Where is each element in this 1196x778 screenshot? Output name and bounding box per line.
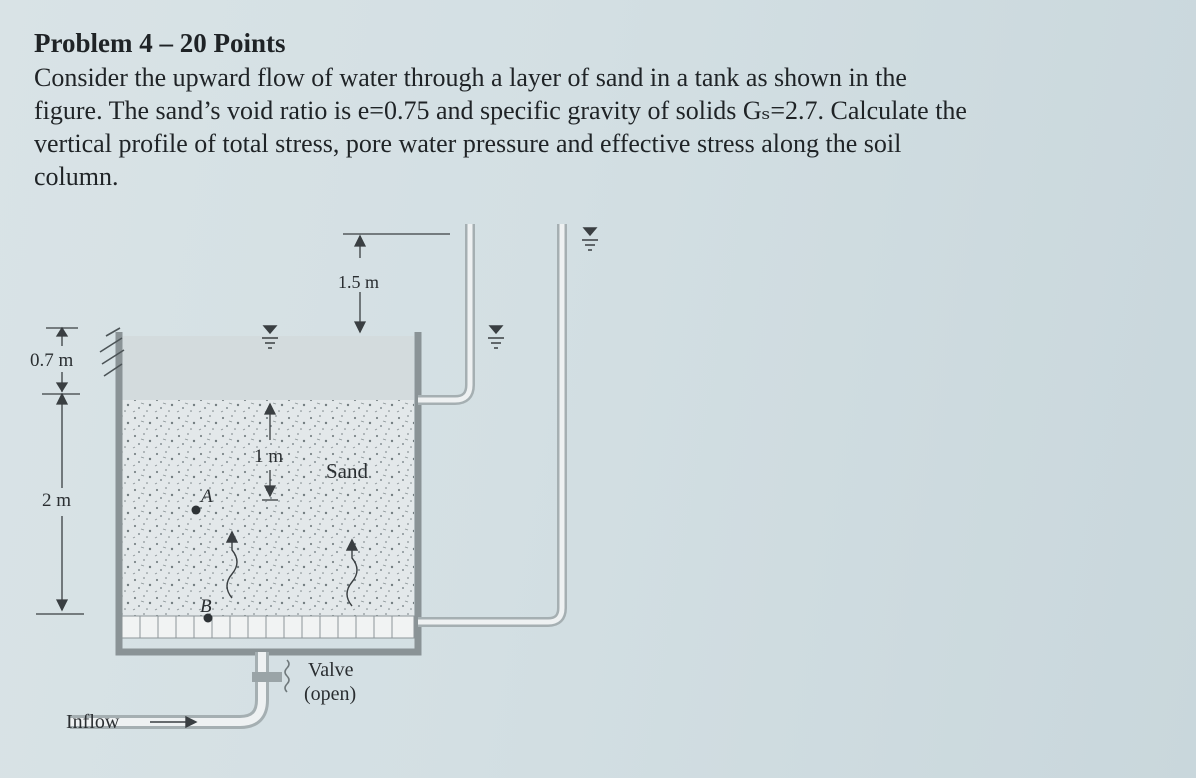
problem-title: Problem 4 – 20 Points — [34, 28, 286, 58]
outlet-pipe — [418, 224, 470, 400]
problem-line-2: figure. The sand’s void ratio is e=0.75 and specific gravity of solids Gₛ=2.7. Calculate the — [34, 96, 967, 125]
standpipe — [418, 224, 562, 622]
problem-line-1: Consider the upward flow of water through a layer of sand in a tank as shown in the — [34, 63, 907, 92]
water-layer — [122, 336, 414, 400]
water-level-icon — [488, 326, 504, 348]
point-a-marker — [192, 506, 201, 515]
label-point-b: B — [200, 596, 212, 617]
water-level-icon — [582, 228, 598, 250]
label-inflow: Inflow — [66, 711, 120, 733]
label-valve-open: (open) — [304, 683, 357, 705]
label-sand-layer: 2 m — [42, 490, 72, 511]
label-point-a: A — [201, 486, 213, 507]
sand-layer — [122, 400, 414, 616]
label-water-layer: 0.7 m — [30, 350, 74, 371]
problem-line-4: column. — [34, 162, 119, 191]
label-point-depth: 1 m — [254, 446, 284, 467]
label-head-difference: 1.5 m — [338, 272, 380, 292]
problem-line-3: vertical profile of total stress, pore water pressure and effective stress along the soil — [34, 129, 902, 158]
porous-plate — [122, 616, 414, 638]
label-valve: Valve — [308, 659, 354, 681]
label-sand: Sand — [326, 459, 368, 483]
